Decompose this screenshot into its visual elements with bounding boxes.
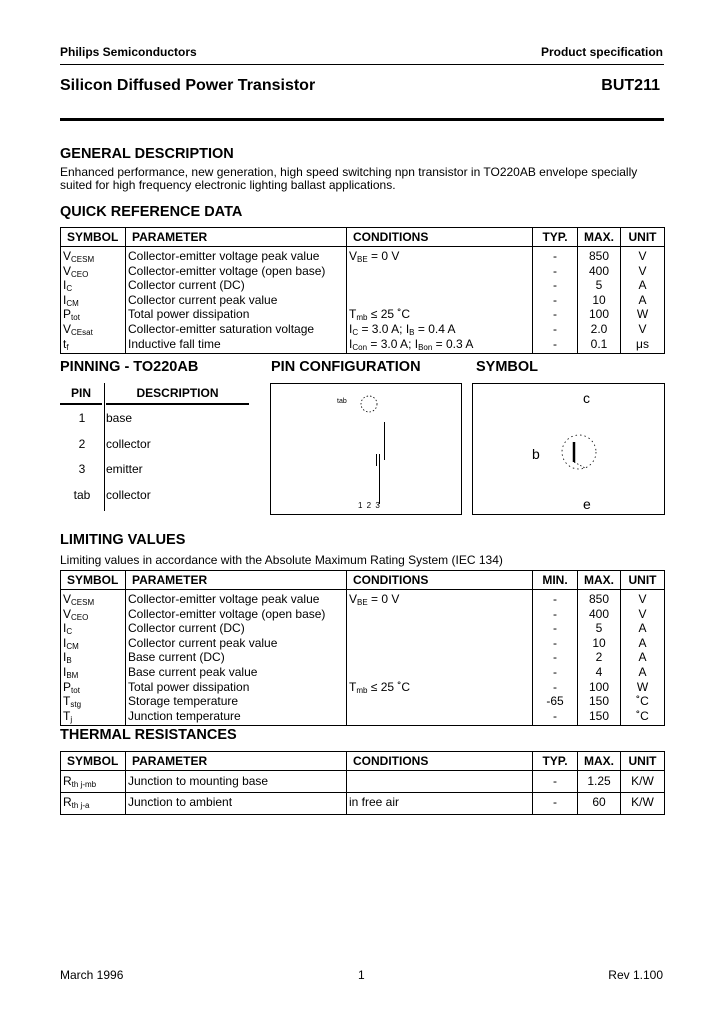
- symbol-subscript: th j-a: [71, 801, 90, 810]
- unit-cell: A: [621, 622, 665, 637]
- symbol-cell: [61, 622, 126, 637]
- typ-cell: -: [533, 265, 578, 280]
- column-header: SYMBOL: [61, 752, 126, 771]
- max-cell: 850: [578, 590, 621, 608]
- min-cell: -65: [533, 695, 578, 710]
- table-row: [61, 637, 665, 652]
- table-header-row: [61, 228, 665, 247]
- unit-cell: K/W: [621, 793, 665, 815]
- symbol-subscript: CM: [66, 298, 79, 308]
- symbol-letter: T: [63, 694, 71, 709]
- table-row: [61, 247, 665, 265]
- pin-description: collector: [106, 487, 151, 502]
- parameter-cell: Total power dissipation: [126, 308, 347, 323]
- symbol-letter: P: [63, 679, 72, 694]
- conditions-cell: [347, 323, 533, 338]
- pin-description: collector: [106, 436, 151, 451]
- conditions-cell: [347, 308, 533, 323]
- min-cell: -: [533, 590, 578, 608]
- unit-cell: V: [621, 590, 665, 608]
- symbol-cell: [61, 590, 126, 608]
- pin-configuration-box: [270, 383, 462, 515]
- document-type: Product specification: [540, 45, 663, 59]
- thermal-resistances-heading: THERMAL RESISTANCES: [60, 727, 237, 743]
- conditions-cell: [347, 771, 533, 793]
- condition-value: = 0 V: [367, 592, 400, 606]
- condition-subscript: BE: [357, 255, 368, 264]
- symbol-letter: R: [63, 774, 72, 788]
- typ-cell: -: [533, 323, 578, 338]
- symbol-subscript: tot: [71, 685, 80, 695]
- min-cell: -: [533, 681, 578, 696]
- max-cell: 60: [578, 793, 621, 815]
- table-row: [61, 651, 665, 666]
- column-header: MAX.: [578, 228, 621, 247]
- conditions-cell: [347, 265, 533, 280]
- company-name: Philips Semiconductors: [60, 45, 197, 59]
- document-title: Silicon Diffused Power Transistor: [60, 77, 316, 94]
- column-header: CONDITIONS: [347, 752, 533, 771]
- unit-cell: μs: [621, 338, 665, 354]
- symbol-cell: [61, 294, 126, 309]
- parameter-cell: Storage temperature: [126, 695, 347, 710]
- symbol-letter: t: [63, 336, 67, 351]
- parameter-cell: Collector current peak value: [126, 294, 347, 309]
- symbol-letter: V: [63, 321, 72, 336]
- symbol-subscript: CM: [66, 641, 79, 651]
- column-header: TYP.: [533, 228, 578, 247]
- conditions-cell: [347, 681, 533, 696]
- column-header: UNIT: [621, 228, 665, 247]
- unit-cell: A: [621, 279, 665, 294]
- max-cell: 100: [578, 308, 621, 323]
- table-row: [61, 695, 665, 710]
- symbol-letter: I: [63, 621, 67, 636]
- description-column-header: DESCRIPTION: [106, 383, 249, 405]
- table-row: [61, 710, 665, 726]
- symbol-subscript: CESM: [71, 255, 95, 264]
- conditions-cell: [347, 338, 533, 354]
- conditions-cell: [347, 247, 533, 265]
- max-cell: 1.25: [578, 771, 621, 793]
- symbol-cell: [61, 308, 126, 323]
- package-body-edge: [384, 422, 385, 460]
- symbol-letter: I: [63, 292, 67, 307]
- symbol-cell: [61, 771, 126, 793]
- table-row: [61, 323, 665, 338]
- unit-cell: A: [621, 294, 665, 309]
- table-row: [61, 622, 665, 637]
- conditions-cell: [347, 651, 533, 666]
- unit-cell: V: [621, 608, 665, 623]
- pin-number: 1: [78, 411, 86, 425]
- parameter-cell: Junction temperature: [126, 710, 347, 726]
- condition-symbol: T: [349, 307, 357, 322]
- max-cell: 150: [578, 695, 621, 710]
- table-row: [61, 338, 665, 354]
- symbol-letter: P: [63, 307, 72, 322]
- column-header: CONDITIONS: [347, 228, 533, 247]
- typ-cell: -: [533, 338, 578, 354]
- max-cell: 2: [578, 651, 621, 666]
- typ-cell: -: [533, 247, 578, 265]
- pin-number: tab: [73, 487, 91, 502]
- column-header: SYMBOL: [61, 228, 126, 247]
- typ-cell: -: [533, 294, 578, 309]
- column-header: UNIT: [621, 571, 665, 590]
- symbol-cell: [61, 323, 126, 338]
- max-cell: 0.1: [578, 338, 621, 354]
- header-rule-top: [60, 64, 664, 65]
- condition-symbol: V: [349, 592, 358, 606]
- symbol-letter: V: [63, 263, 72, 278]
- min-cell: -: [533, 622, 578, 637]
- table-header-row: [61, 571, 665, 590]
- conditions-cell: [347, 608, 533, 623]
- symbol-cell: [61, 681, 126, 696]
- typ-cell: -: [533, 279, 578, 294]
- symbol-cell: [61, 651, 126, 666]
- parameter-cell: Inductive fall time: [126, 338, 347, 354]
- max-cell: 2.0: [578, 323, 621, 338]
- column-header: MAX.: [578, 571, 621, 590]
- min-cell: -: [533, 637, 578, 652]
- symbol-letter: R: [63, 795, 72, 809]
- footer-revision: Rev 1.100: [608, 968, 663, 982]
- min-cell: -: [533, 651, 578, 666]
- emitter-label: e: [583, 496, 591, 512]
- symbol-letter: I: [63, 650, 67, 665]
- table-row: [61, 308, 665, 323]
- quick-reference-heading: QUICK REFERENCE DATA: [60, 204, 243, 220]
- symbol-cell: [61, 247, 126, 265]
- mounting-hole-icon: [355, 392, 385, 416]
- parameter-cell: Junction to ambient: [126, 793, 347, 815]
- max-cell: 10: [578, 637, 621, 652]
- table-row: [61, 793, 665, 815]
- column-header: CONDITIONS: [347, 571, 533, 590]
- symbol-cell: [61, 265, 126, 280]
- column-header: MIN.: [533, 571, 578, 590]
- conditions-cell: [347, 294, 533, 309]
- limiting-values-intro: Limiting values in accordance with the Absolute Maximum Rating System (IEC 134): [60, 553, 503, 567]
- pinning-table: [60, 383, 249, 513]
- symbol-cell: [61, 793, 126, 815]
- condition-value: = 3.0 A; I: [358, 321, 410, 336]
- table-row: [61, 608, 665, 623]
- condition-subscript: Bon: [418, 342, 433, 352]
- table-header-row: [61, 752, 665, 771]
- column-header: PARAMETER: [126, 752, 347, 771]
- symbol-subscript: BM: [66, 670, 79, 680]
- condition-value: = 3.0 A; I: [367, 336, 419, 351]
- condition-subscript: Con: [352, 342, 368, 352]
- unit-cell: A: [621, 651, 665, 666]
- min-cell: -: [533, 710, 578, 726]
- condition-subscript: B: [409, 327, 415, 337]
- parameter-cell: Junction to mounting base: [126, 771, 347, 793]
- symbol-cell: [61, 608, 126, 623]
- parameter-cell: Collector-emitter voltage (open base): [126, 608, 347, 623]
- limiting-values-heading: LIMITING VALUES: [60, 532, 186, 548]
- parameter-cell: Base current peak value: [126, 666, 347, 681]
- max-cell: 400: [578, 608, 621, 623]
- symbol-cell: [61, 695, 126, 710]
- condition-symbol: I: [349, 336, 353, 351]
- footer-date: March 1996: [60, 968, 124, 982]
- pin-number: 3: [78, 462, 86, 476]
- symbol-cell: [61, 666, 126, 681]
- column-header: PARAMETER: [126, 571, 347, 590]
- pin-number: 2: [78, 436, 86, 451]
- column-header: UNIT: [621, 752, 665, 771]
- condition-subscript: BE: [357, 598, 368, 607]
- general-description-text: Enhanced performance, new generation, high speed switching npn transistor in TO220AB envelope specially suited for high frequency electronic lighting ballast applications.: [60, 165, 638, 192]
- column-header: SYMBOL: [61, 571, 126, 590]
- column-header: PARAMETER: [126, 228, 347, 247]
- conditions-cell: [347, 793, 533, 815]
- table-row: [61, 666, 665, 681]
- unit-cell: V: [621, 247, 665, 265]
- condition-value: ≤ 25 ˚C: [367, 679, 411, 694]
- unit-cell: A: [621, 637, 665, 652]
- conditions-cell: [347, 666, 533, 681]
- base-label: b: [532, 446, 540, 462]
- table-row: [61, 590, 665, 608]
- condition-subscript: mb: [356, 313, 368, 323]
- condition-value: = 0.4 A: [414, 321, 456, 336]
- unit-cell: ˚C: [621, 710, 665, 726]
- general-description-heading: GENERAL DESCRIPTION: [60, 146, 234, 162]
- collector-label: c: [583, 390, 590, 406]
- symbol-heading: SYMBOL: [476, 359, 539, 375]
- parameter-cell: Collector-emitter voltage peak value: [126, 590, 347, 608]
- pin-lead-2: [379, 454, 380, 504]
- conditions-cell: [347, 710, 533, 726]
- symbol-subscript: B: [66, 656, 72, 666]
- condition-symbol: V: [349, 249, 358, 263]
- conditions-cell: [347, 279, 533, 294]
- pin-column-header: PIN: [60, 383, 102, 405]
- min-cell: -: [533, 666, 578, 681]
- column-header: TYP.: [533, 752, 578, 771]
- unit-cell: W: [621, 681, 665, 696]
- symbol-letter: I: [63, 635, 67, 650]
- symbol-cell: [61, 637, 126, 652]
- pin-lead-1: [376, 454, 377, 466]
- max-cell: 10: [578, 294, 621, 309]
- parameter-cell: Collector-emitter saturation voltage: [126, 323, 347, 338]
- table-row: [61, 265, 665, 280]
- typ-cell: -: [533, 793, 578, 815]
- conditions-cell: [347, 590, 533, 608]
- pinning-divider: [104, 383, 105, 511]
- max-cell: 5: [578, 279, 621, 294]
- part-number: BUT211: [601, 77, 660, 94]
- footer-page-number: 1: [358, 968, 365, 982]
- symbol-subscript: CEO: [71, 269, 89, 279]
- parameter-cell: Collector-emitter voltage peak value: [126, 247, 347, 265]
- table-row: [61, 771, 665, 793]
- symbol-letter: V: [63, 606, 72, 621]
- symbol-subscript: f: [66, 342, 69, 352]
- unit-cell: K/W: [621, 771, 665, 793]
- symbol-subscript: th j-mb: [71, 780, 97, 789]
- condition-symbol: T: [349, 679, 357, 694]
- condition-value: = 0 V: [367, 249, 400, 263]
- min-cell: -: [533, 608, 578, 623]
- parameter-cell: Total power dissipation: [126, 681, 347, 696]
- max-cell: 4: [578, 666, 621, 681]
- condition-subscript: C: [352, 327, 359, 337]
- max-cell: 100: [578, 681, 621, 696]
- conditions-cell: [347, 695, 533, 710]
- limiting-values-table: [60, 570, 665, 726]
- symbol-subscript: tot: [71, 313, 80, 323]
- unit-cell: W: [621, 308, 665, 323]
- symbol-subscript: j: [70, 714, 73, 724]
- conditions-cell: [347, 637, 533, 652]
- pin-numbers-label: 1 2 3: [358, 501, 381, 510]
- column-header: MAX.: [578, 752, 621, 771]
- max-cell: 400: [578, 265, 621, 280]
- symbol-box: [472, 383, 665, 515]
- conditions-cell: [347, 622, 533, 637]
- max-cell: 850: [578, 247, 621, 265]
- symbol-letter: V: [63, 249, 72, 263]
- parameter-cell: Collector current peak value: [126, 637, 347, 652]
- symbol-subscript: CEsat: [71, 327, 93, 337]
- table-row: [61, 681, 665, 696]
- max-cell: 150: [578, 710, 621, 726]
- pin-configuration-heading: PIN CONFIGURATION: [271, 359, 421, 375]
- symbol-cell: [61, 279, 126, 294]
- npn-transistor-icon: [555, 430, 605, 474]
- symbol-subscript: stg: [70, 700, 82, 710]
- symbol-cell: [61, 710, 126, 726]
- max-cell: 5: [578, 622, 621, 637]
- condition-symbol: I: [349, 321, 353, 336]
- header-rule-bottom: [60, 118, 664, 121]
- pinning-heading: PINNING - TO220AB: [60, 359, 199, 375]
- typ-cell: -: [533, 771, 578, 793]
- symbol-letter: I: [63, 664, 67, 679]
- symbol-cell: [61, 338, 126, 354]
- symbol-letter: T: [63, 708, 71, 723]
- parameter-cell: Base current (DC): [126, 651, 347, 666]
- unit-cell: V: [621, 265, 665, 280]
- symbol-letter: I: [63, 278, 67, 293]
- symbol-subscript: CESM: [71, 598, 95, 607]
- parameter-cell: Collector current (DC): [126, 622, 347, 637]
- tab-label: tab: [337, 398, 347, 405]
- unit-cell: V: [621, 323, 665, 338]
- typ-cell: -: [533, 308, 578, 323]
- unit-cell: ˚C: [621, 695, 665, 710]
- unit-cell: A: [621, 666, 665, 681]
- table-row: [61, 294, 665, 309]
- condition-value: in free air: [349, 795, 400, 809]
- symbol-letter: V: [63, 592, 72, 606]
- quick-reference-table: [60, 227, 665, 354]
- parameter-cell: Collector current (DC): [126, 279, 347, 294]
- pin-description: base: [106, 411, 133, 425]
- condition-subscript: mb: [356, 685, 368, 695]
- table-row: [61, 279, 665, 294]
- symbol-subscript: C: [66, 627, 73, 637]
- pin-description: emitter: [106, 462, 143, 476]
- condition-value: = 0.3 A: [432, 336, 474, 351]
- thermal-resistances-table: [60, 751, 665, 815]
- symbol-subscript: CEO: [71, 612, 89, 622]
- condition-value: ≤ 25 ˚C: [367, 307, 411, 322]
- symbol-subscript: C: [66, 284, 73, 294]
- parameter-cell: Collector-emitter voltage (open base): [126, 265, 347, 280]
